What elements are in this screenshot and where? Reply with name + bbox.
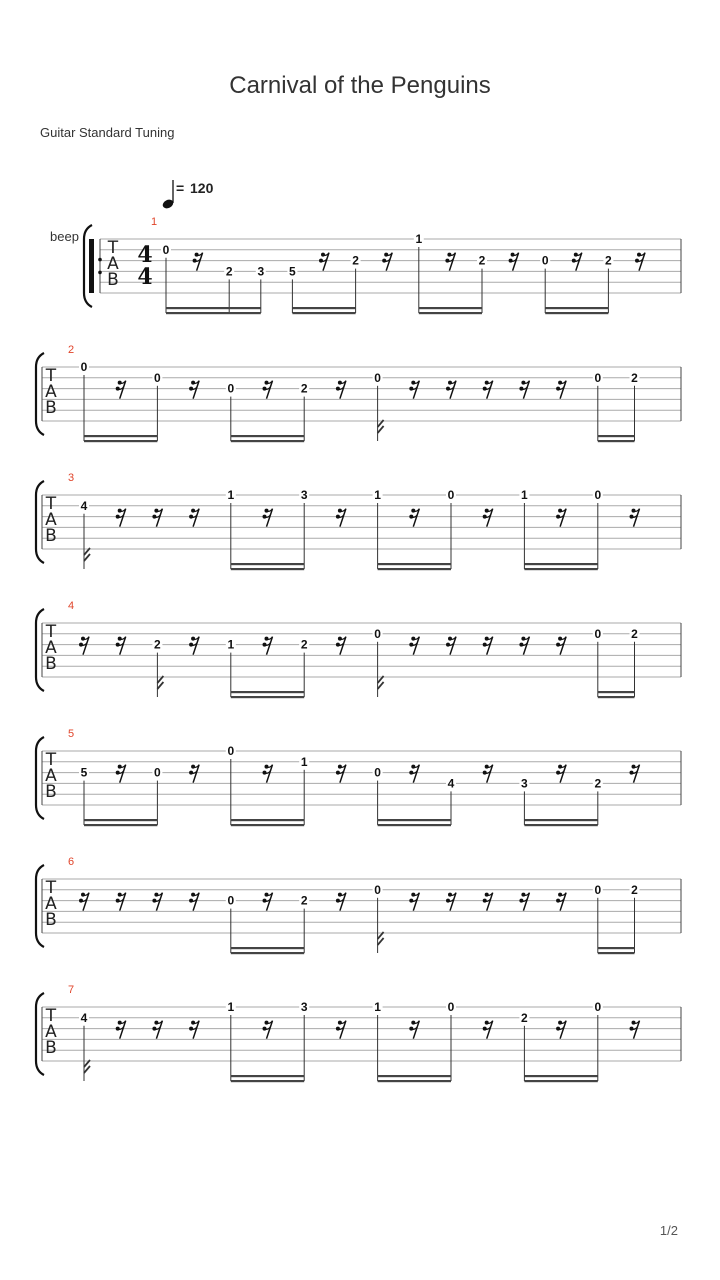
beam: [84, 440, 157, 442]
fret-number: 0: [80, 360, 88, 374]
sixteenth-rest-icon: [116, 1021, 126, 1039]
sixteenth-rest-icon: [556, 381, 566, 399]
fret-number: 2: [631, 626, 638, 641]
tab-system: [36, 344, 681, 442]
sixteenth-rest-icon: [483, 509, 493, 527]
fret-number: 2: [594, 776, 602, 791]
tab-clef-letter: T: [107, 238, 119, 258]
fret-number: 0: [594, 488, 602, 502]
tempo-marking: [161, 180, 213, 210]
beam: [524, 563, 597, 565]
beam: [524, 568, 597, 570]
tuning-label: Guitar Standard Tuning: [40, 125, 175, 140]
sixteenth-rest-icon: [336, 381, 346, 399]
fret-number: 0: [594, 626, 602, 641]
sixteenth-rest-icon: [409, 893, 419, 911]
system-brace: [36, 737, 44, 819]
sixteenth-rest-icon: [319, 253, 329, 271]
sixteenth-rest-icon: [409, 1021, 419, 1039]
beam: [84, 435, 157, 437]
sixteenth-rest-icon: [556, 509, 566, 527]
beam: [545, 312, 608, 314]
sixteenth-rest-icon: [263, 381, 273, 399]
fret-number: 0: [374, 370, 381, 385]
beam: [231, 440, 304, 442]
fret-number: 2: [154, 637, 161, 652]
beam: [419, 312, 482, 314]
fret-number: 0: [447, 1000, 455, 1014]
system-brace: [36, 481, 44, 563]
tab-clef-letter: A: [45, 382, 57, 402]
repeat-dot: [98, 271, 102, 275]
fret-number: 2: [300, 893, 308, 908]
beam: [231, 1080, 304, 1082]
beam: [231, 819, 304, 821]
measure-number: 7: [68, 984, 75, 996]
beam: [378, 1075, 451, 1077]
sixteenth-rest-icon: [519, 381, 529, 399]
tab-clef-letter: B: [45, 398, 57, 418]
score-title: Carnival of the Penguins: [229, 72, 491, 99]
fret-number: 3: [300, 488, 308, 502]
fret-number: 0: [374, 882, 381, 897]
fret-number: 2: [300, 381, 308, 396]
sixteenth-rest-icon: [445, 253, 455, 271]
fret-number: 2: [352, 253, 359, 268]
sixteenth-rest-icon: [409, 509, 419, 527]
beam: [84, 824, 157, 826]
system-brace: [36, 993, 44, 1075]
measure-number: 4: [68, 600, 75, 612]
measure-number: 1: [151, 216, 158, 228]
beam: [598, 435, 635, 437]
beam: [231, 947, 304, 949]
fret-number: 5: [80, 765, 88, 780]
sixteenth-rest-icon: [630, 509, 640, 527]
fret-number: 1: [300, 754, 308, 769]
fret-number: 5: [289, 264, 296, 279]
beam: [419, 307, 482, 309]
beam: [378, 1080, 451, 1082]
fret-number: 0: [227, 381, 235, 396]
tab-clef-letter: A: [107, 254, 119, 274]
sixteenth-rest-icon: [336, 893, 346, 911]
fret-number: 1: [374, 1000, 381, 1014]
sixteenth-rest-icon: [483, 1021, 493, 1039]
sixteenth-rest-icon: [556, 637, 566, 655]
beam: [598, 952, 635, 954]
beam: [378, 824, 451, 826]
beam: [598, 691, 635, 693]
tab-clef-letter: B: [45, 1038, 57, 1058]
sixteenth-rest-icon: [116, 637, 126, 655]
tempo-value: 120: [190, 180, 214, 196]
fret-number: 3: [521, 776, 528, 791]
fret-number: 0: [447, 488, 455, 502]
sixteenth-rest-icon: [189, 509, 199, 527]
tab-clef-letter: A: [45, 766, 57, 786]
sixteenth-rest-icon: [336, 765, 346, 783]
sixteenth-rest-icon: [193, 253, 203, 271]
sixteenth-rest-icon: [509, 253, 519, 271]
sixteenth-rest-icon: [446, 893, 456, 911]
tab-system: [36, 728, 681, 826]
sixteenth-rest-icon: [409, 765, 419, 783]
beam: [292, 307, 355, 309]
tab-system: [36, 472, 681, 570]
sixteenth-rest-icon: [79, 637, 89, 655]
tab-clef-letter: T: [45, 494, 57, 514]
tab-system: [84, 216, 681, 314]
measure-number: 6: [68, 856, 75, 868]
fret-number: 0: [594, 1000, 602, 1014]
tab-clef-letter: T: [45, 366, 57, 386]
sixteenth-rest-icon: [263, 1021, 273, 1039]
fret-number: 2: [605, 253, 612, 268]
sixteenth-rest-icon: [336, 637, 346, 655]
instrument-name: beep: [50, 229, 79, 244]
beam: [166, 312, 261, 314]
fret-number: 2: [631, 882, 638, 897]
tab-clef-letter: B: [45, 910, 57, 930]
time-signature-denominator: 4: [137, 264, 153, 290]
beam: [231, 696, 304, 698]
fret-number: 0: [154, 765, 161, 780]
tab-clef-letter: A: [45, 510, 57, 530]
beam: [524, 1080, 597, 1082]
repeat-dot: [98, 258, 102, 262]
beam: [545, 307, 608, 309]
sixteenth-rest-icon: [189, 1021, 199, 1039]
beam: [524, 819, 597, 821]
fret-number: 1: [227, 488, 235, 502]
system-brace: [36, 609, 44, 691]
beam: [84, 819, 157, 821]
sixteenth-rest-icon: [116, 381, 126, 399]
sixteenth-rest-icon: [483, 637, 493, 655]
beam: [231, 1075, 304, 1077]
measure-number: 3: [68, 472, 75, 484]
sixteenth-rest-icon: [79, 893, 89, 911]
fret-number: 2: [225, 264, 233, 279]
sixteenth-rest-icon: [572, 253, 582, 271]
sixteenth-rest-icon: [483, 893, 493, 911]
tab-clef-letter: A: [45, 894, 57, 914]
fret-number: 1: [374, 488, 381, 502]
tab-clef-letter: B: [45, 782, 57, 802]
tab-clef-letter: B: [107, 270, 119, 290]
tab-clef-letter: T: [45, 1006, 57, 1026]
fret-number: 0: [594, 370, 602, 385]
tab-system: [36, 984, 681, 1082]
sixteenth-rest-icon: [630, 765, 640, 783]
system-brace: [36, 353, 44, 435]
tab-clef-letter: T: [45, 750, 57, 770]
sixteenth-rest-icon: [263, 893, 273, 911]
sixteenth-rest-icon: [446, 381, 456, 399]
sixteenth-rest-icon: [556, 765, 566, 783]
sixteenth-rest-icon: [630, 1021, 640, 1039]
sixteenth-rest-icon: [446, 637, 456, 655]
sixteenth-rest-icon: [116, 509, 126, 527]
fret-number: 2: [300, 637, 308, 652]
fret-number: 2: [631, 370, 638, 385]
sixteenth-rest-icon: [263, 765, 273, 783]
sixteenth-rest-icon: [116, 765, 126, 783]
tab-clef-letter: B: [45, 654, 57, 674]
beam: [231, 568, 304, 570]
beam: [292, 312, 355, 314]
fret-number: 4: [447, 776, 455, 791]
fret-number: 0: [541, 253, 549, 268]
repeat-start-bar: [89, 239, 94, 293]
tab-clef-letter: T: [45, 878, 57, 898]
fret-number: 0: [227, 893, 235, 908]
fret-number: 0: [154, 370, 161, 385]
fret-number: 1: [521, 488, 528, 502]
fret-number: 0: [374, 626, 381, 641]
sixteenth-rest-icon: [409, 637, 419, 655]
sixteenth-rest-icon: [556, 893, 566, 911]
sixteenth-rest-icon: [152, 1021, 162, 1039]
time-signature-numerator: 4: [137, 242, 153, 268]
beam: [598, 947, 635, 949]
sixteenth-rest-icon: [409, 381, 419, 399]
sixteenth-rest-icon: [152, 509, 162, 527]
sixteenth-rest-icon: [189, 381, 199, 399]
tempo-equals: =: [176, 180, 185, 196]
beam: [231, 435, 304, 437]
fret-number: 0: [162, 242, 170, 257]
measure-number: 2: [68, 344, 75, 356]
beam: [231, 691, 304, 693]
fret-number: 1: [227, 637, 235, 652]
beam: [378, 563, 451, 565]
sixteenth-rest-icon: [336, 1021, 346, 1039]
beam: [231, 824, 304, 826]
sixteenth-rest-icon: [635, 253, 645, 271]
sixteenth-rest-icon: [519, 893, 529, 911]
fret-number: 3: [257, 264, 265, 279]
beam: [524, 824, 597, 826]
tab-clef-letter: T: [45, 622, 57, 642]
fret-number: 1: [227, 1000, 235, 1014]
tab-system: [36, 600, 681, 698]
tab-clef-letter: A: [45, 638, 57, 658]
sixteenth-rest-icon: [483, 381, 493, 399]
page-number: 1/2: [659, 1223, 678, 1238]
fret-number: 3: [300, 1000, 308, 1014]
beam: [166, 307, 261, 309]
beam: [598, 696, 635, 698]
fret-number: 4: [80, 1010, 88, 1025]
measure-number: 5: [68, 728, 75, 740]
sixteenth-rest-icon: [519, 637, 529, 655]
sixteenth-rest-icon: [336, 509, 346, 527]
sixteenth-rest-icon: [116, 893, 126, 911]
fret-number: 1: [415, 232, 423, 246]
sixteenth-rest-icon: [556, 1021, 566, 1039]
tab-system: [36, 856, 681, 954]
sixteenth-rest-icon: [189, 893, 199, 911]
beam: [524, 1075, 597, 1077]
sixteenth-rest-icon: [382, 253, 392, 271]
tab-clef-letter: B: [45, 526, 57, 546]
system-brace: [36, 865, 44, 947]
tab-clef-letter: A: [45, 1022, 57, 1042]
beam: [378, 568, 451, 570]
sixteenth-rest-icon: [263, 509, 273, 527]
fret-number: 2: [521, 1010, 528, 1025]
fret-number: 0: [374, 765, 381, 780]
beam: [231, 952, 304, 954]
fret-number: 0: [594, 882, 602, 897]
beam: [378, 819, 451, 821]
sixteenth-rest-icon: [263, 637, 273, 655]
fret-number: 0: [227, 744, 235, 758]
sixteenth-rest-icon: [189, 765, 199, 783]
sixteenth-rest-icon: [189, 637, 199, 655]
fret-number: 2: [478, 253, 486, 268]
fret-number: 4: [80, 498, 88, 513]
beam: [231, 563, 304, 565]
beam: [598, 440, 635, 442]
sixteenth-rest-icon: [152, 893, 162, 911]
sixteenth-rest-icon: [483, 765, 493, 783]
